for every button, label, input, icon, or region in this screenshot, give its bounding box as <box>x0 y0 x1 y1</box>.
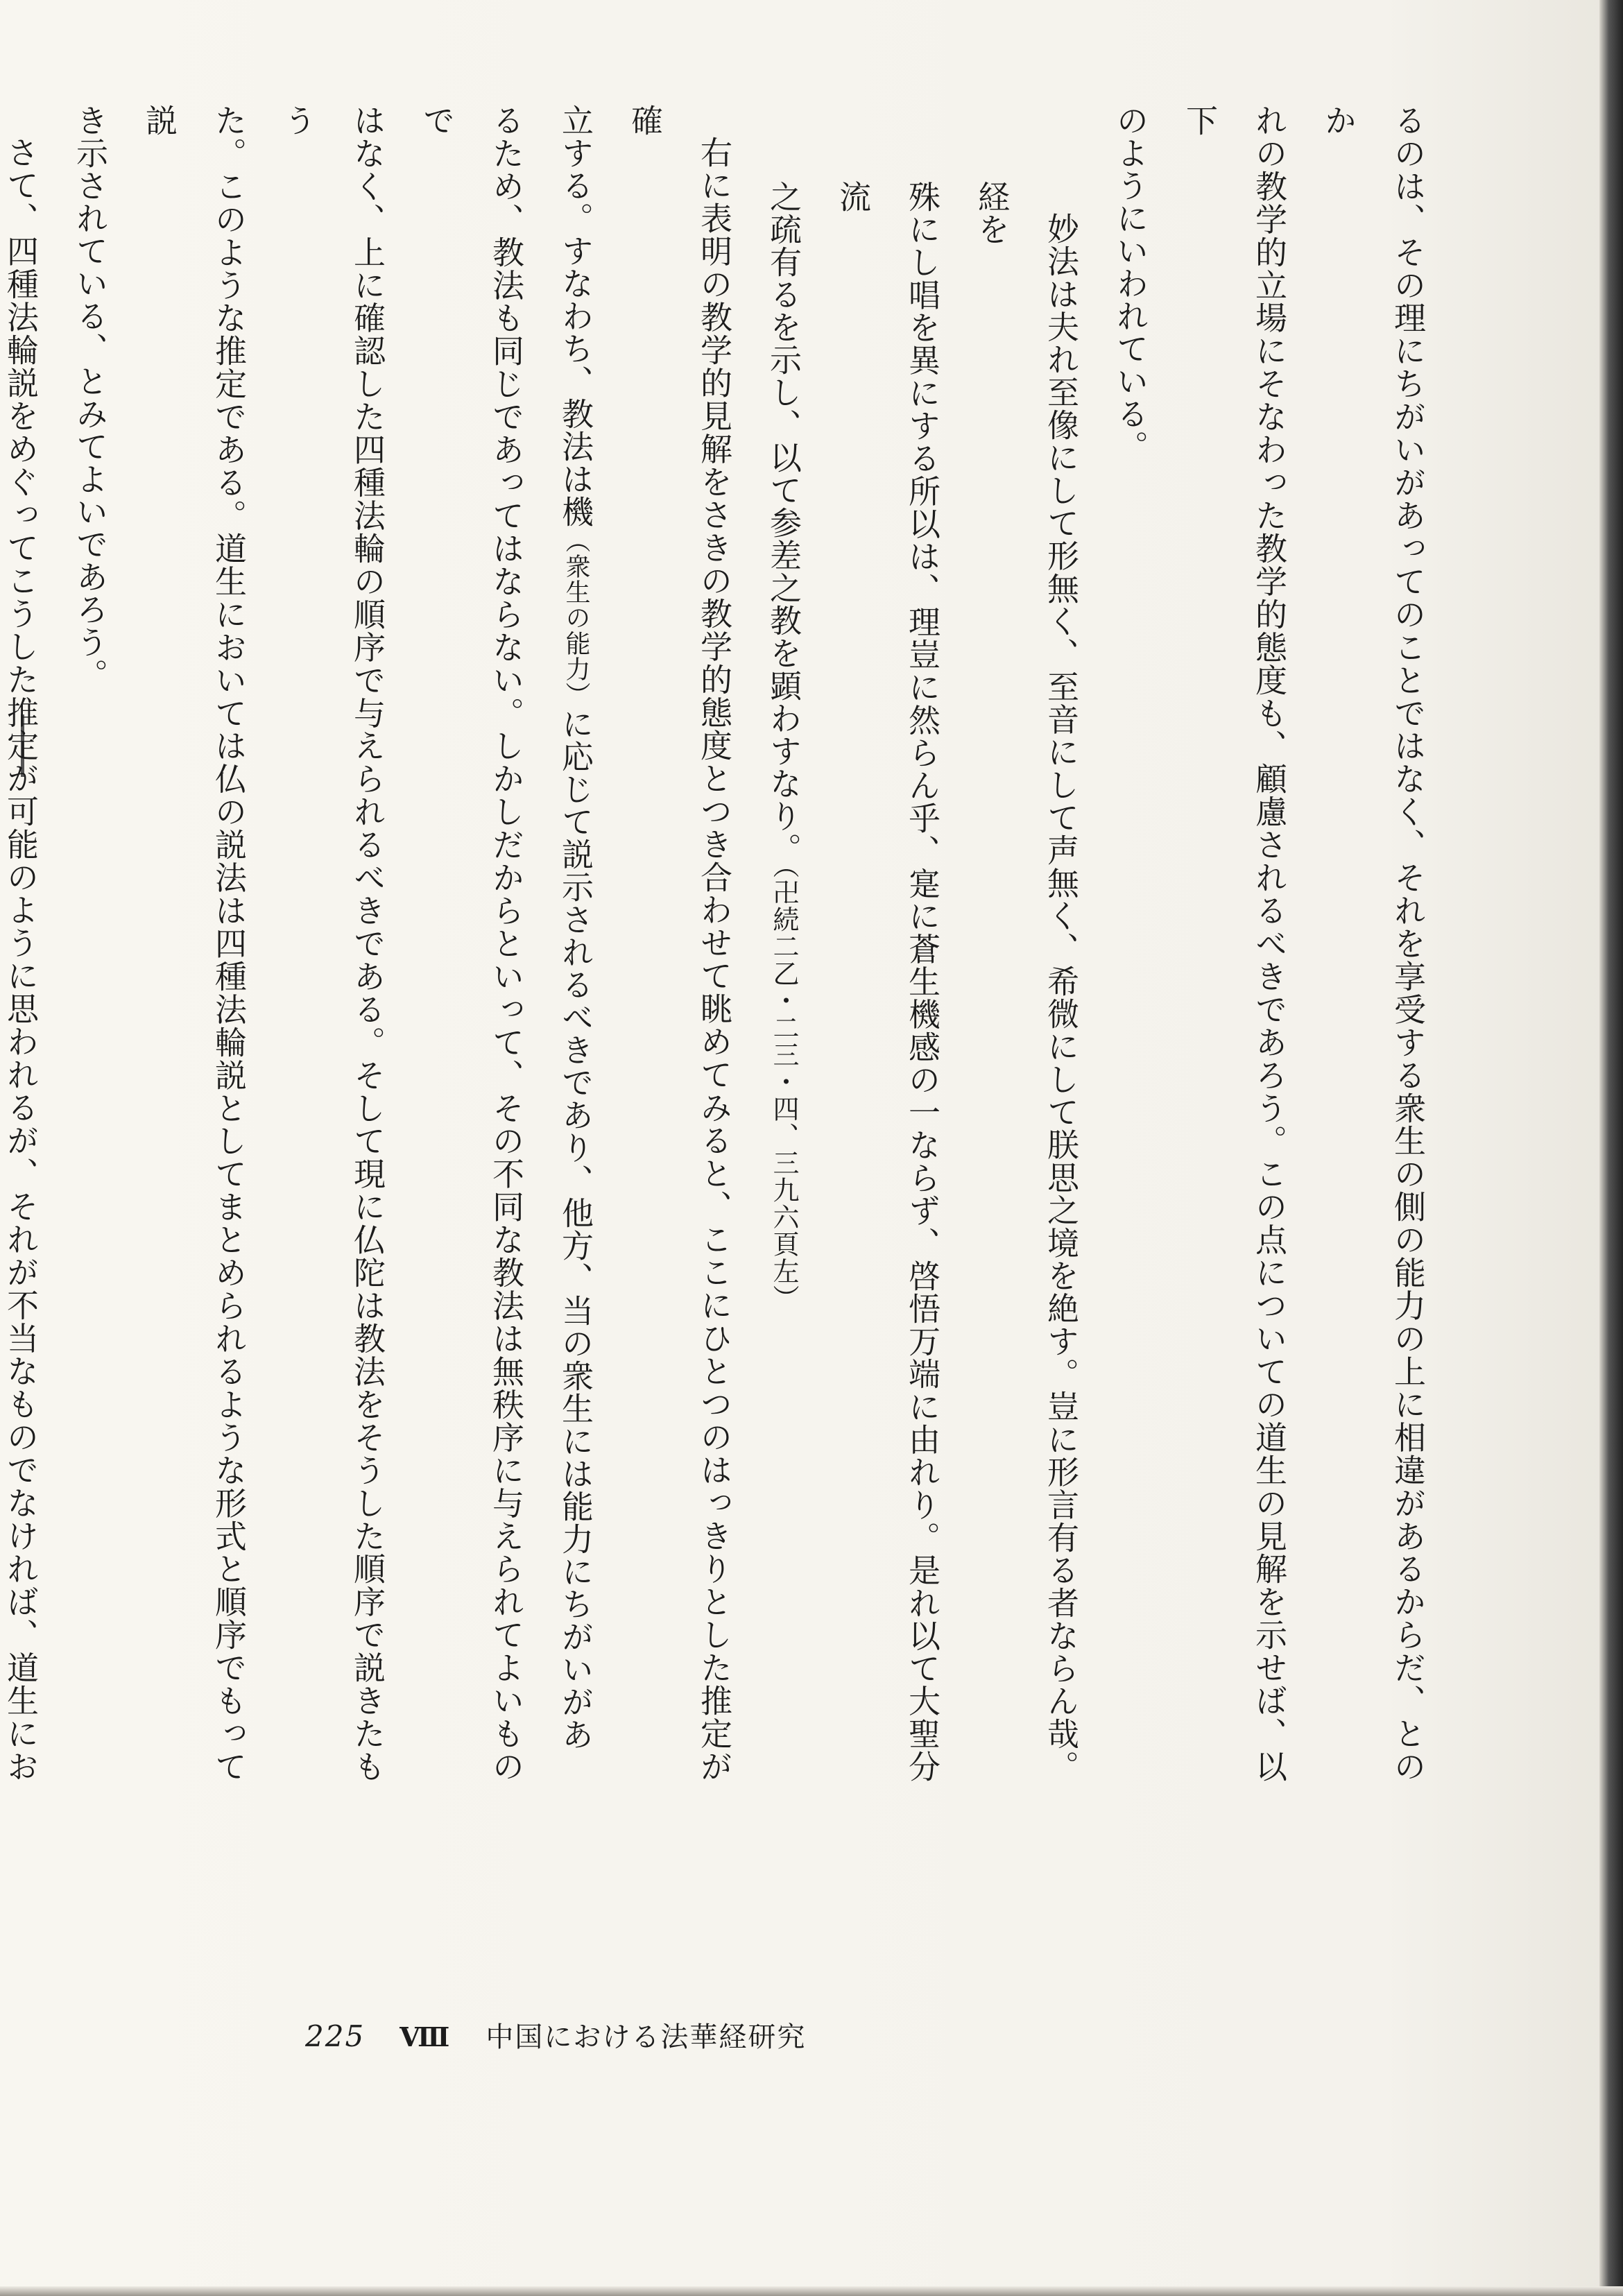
quote-line: 殊にし唱を異にする所以は、理豈に然らん乎、寔に蒼生機感の一ならず、啓悟万端に由れり。是れ以て大聖分流 <box>834 180 941 1783</box>
binding-edge <box>1599 0 1623 2296</box>
text-line: のようにいわれている。 <box>1112 104 1149 463</box>
text-line: るため、教法も同じであってはならない。しかしだからといって、その不同な教法は無秩序に与えられてよいもので <box>418 104 525 1783</box>
text-line: た。このような推定である。道生においては仏の説法は四種法輪説としてまとめられるような形式と順序でもって説 <box>141 104 248 1783</box>
text-line: 右に表明の教学的見解をさきの教学的態度とつき合わせて眺めてみると、ここにひとつのはっきりとした推定が確 <box>626 104 733 1783</box>
text-line: さて、四種法輪説をめぐってこうした推定が可能のように思われるが、それが不当なものでなければ、道生にお <box>2 136 40 1783</box>
page-number: 225 <box>305 2019 366 2053</box>
text-line: るのは、その理にちがいがあってのことではなく、それを享受する衆生の側の能力の上に相違があるからだ、とのか <box>1320 104 1427 1783</box>
chapter-title: 中国における法華経研究 <box>486 2021 807 2053</box>
vertical-body-text <box>2 104 1443 1783</box>
text-line: はなく、上に確認した四種法輪の順序で与えられるべきである。そして現に仏陀は教法をそうした順序で説きたもう <box>280 104 386 1783</box>
inline-note: （衆生の能力） <box>562 528 590 708</box>
citation: （卍続二乙・二三・四、三九六頁左） <box>768 865 799 1312</box>
text-line: き示されている、とみてよいであろう。 <box>71 104 109 691</box>
text-line: れの教学的立場にそなわった教学的態度も、顧慮されるべきであろう。この点についての道生の見解を示せば、以下 <box>1181 104 1288 1783</box>
quote-line: 妙法は夫れ至像にして形無く、至音にして声無く、希微にして朕思之境を絶す。豈に形言有る者ならん哉。経を <box>973 180 1080 1783</box>
page-footer <box>305 2015 806 2055</box>
chapter-number: Ⅷ <box>400 2021 452 2053</box>
page-bottom-edge <box>0 2286 1623 2296</box>
quote-line: 之疏有るを示し、以て参差之教を顕わすなり。（卍続二乙・二三・四、三九六頁左） <box>765 180 802 1312</box>
text-line: 立する。すなわち、教法は機（衆生の能力）に応じて説示されるべきであり、他方、当の衆生には能力にちがいがあ <box>557 104 594 1751</box>
